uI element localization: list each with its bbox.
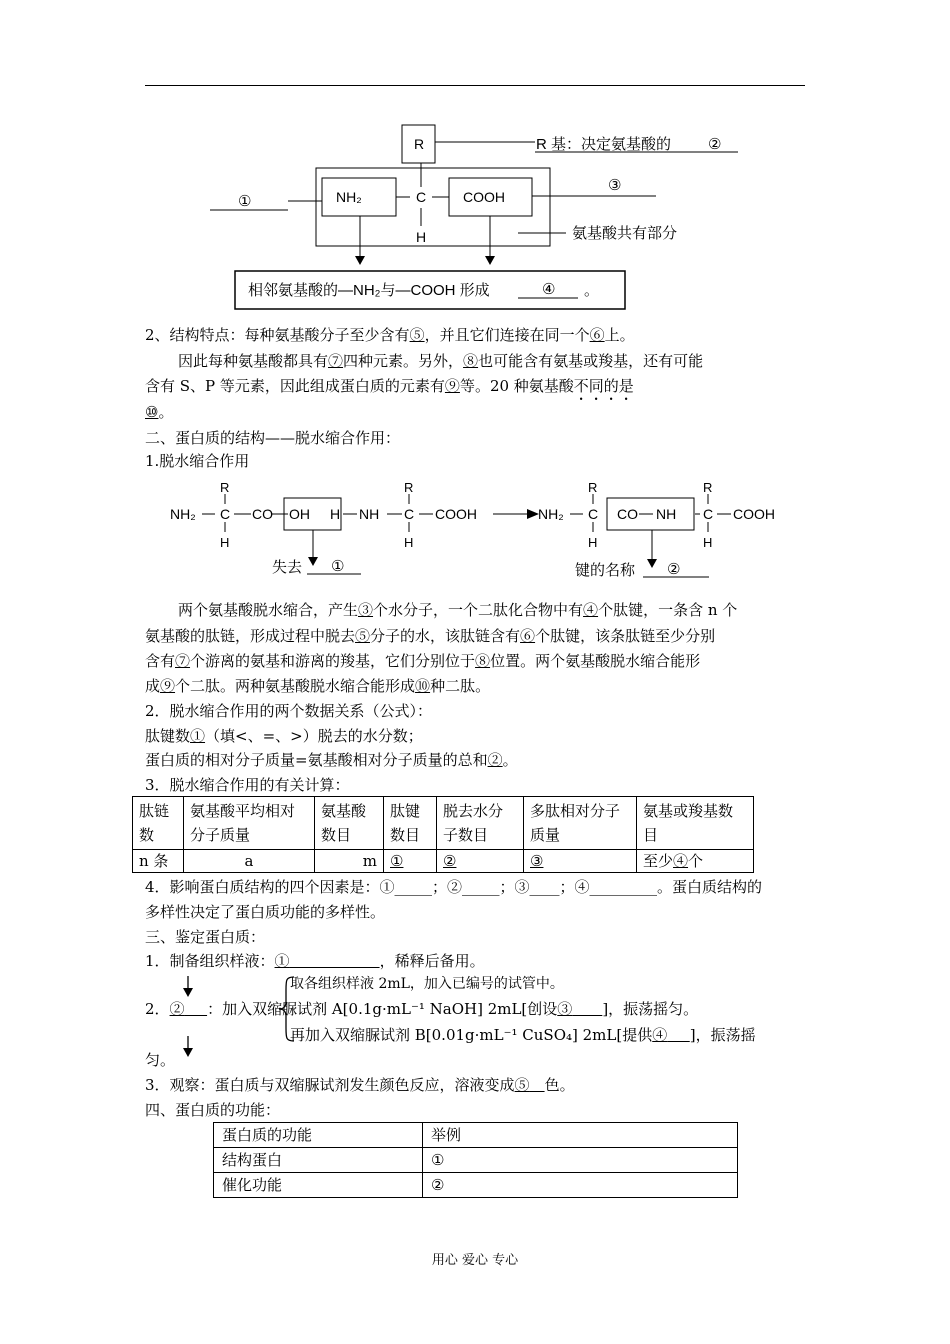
bond-name-label: 键的名称 [575, 562, 636, 579]
c-2: C [404, 506, 415, 522]
header-cell: 氨基酸数目 [315, 797, 384, 850]
blank: ① [390, 852, 404, 870]
text: 两个氨基酸脱水缩合，产生 [178, 601, 359, 619]
factors-line-1: 4．影响蛋白质结构的四个因素是：①_____；②_____；③____；④_________。蛋白质结构的 [145, 878, 763, 896]
nh-1: NH [359, 506, 380, 522]
structure-line-2 [178, 351, 703, 371]
table-header-row [133, 797, 754, 850]
blank: ⑨ [160, 677, 176, 695]
blank: ⑦ [175, 652, 191, 670]
r-group-blank: ② [708, 136, 722, 153]
function-table [213, 1122, 738, 1198]
reagent-b-line [290, 1025, 756, 1045]
header-rule [145, 85, 805, 86]
blank: ④ [583, 601, 599, 619]
calc-table [132, 796, 754, 873]
identify-step-2 [145, 999, 698, 1019]
blank: ④ [673, 852, 689, 870]
r-group-label: R [414, 136, 425, 152]
header-cell: 多肽相对分子质量 [524, 797, 637, 850]
h-1: H [220, 535, 230, 550]
para-line-1 [178, 600, 737, 620]
cell: a [184, 850, 315, 873]
blank-7: ⑦ [328, 352, 344, 370]
text: 3．观察：蛋白质与双缩脲试剂发生颜色反应，溶液变成 [145, 1076, 515, 1094]
r-4: R [703, 480, 713, 495]
table-row [214, 1173, 738, 1198]
blank: ⑥ [520, 627, 536, 645]
text: ]，振荡摇匀。 [602, 1000, 699, 1018]
bond-blank: ④ [542, 281, 556, 298]
cooh-2: COOH [733, 506, 775, 522]
para-line-4 [145, 676, 490, 696]
reagent-b-cont: 匀。 [145, 1051, 176, 1069]
blank-10: ⑩ [145, 403, 159, 421]
subheading-dehydration: 1.脱水缩合作用 [145, 452, 250, 470]
section-heading-identify: 三、鉴定蛋白质： [145, 928, 266, 946]
header-cell: 肽键数目 [384, 797, 437, 850]
text: 含有 [145, 652, 176, 670]
table-row [214, 1148, 738, 1173]
h-4: H [703, 535, 713, 550]
formula-heading: 2．脱水缩合作用的两个数据关系（公式）： [145, 702, 433, 720]
text: 等。20 种氨基酸 [459, 377, 574, 395]
brace-top-line: 取各组织样液 2mL，加入已编号的试管中。 [290, 976, 564, 992]
text: 个水分子，一个二肽化合物中有 [373, 601, 584, 619]
r-3: R [588, 480, 598, 495]
text: 个肽键，一条含 n 个 [598, 601, 738, 619]
oh-label: OH [289, 506, 310, 522]
c-4: C [703, 506, 714, 522]
text: 个 [688, 852, 704, 870]
amino-acid-diagram [200, 118, 760, 318]
c-3: C [588, 506, 599, 522]
text: 蛋白质的相对分子质量=氨基酸相对分子质量的总和 [145, 751, 488, 769]
blank-fill [185, 1000, 208, 1018]
formula-line-2 [145, 750, 518, 770]
co-1: CO [252, 506, 273, 522]
text: 2、结构特点：每种氨基酸分子至少含有 [145, 326, 410, 344]
nh2-right: NH₂ [538, 506, 564, 522]
c-1: C [220, 506, 231, 522]
dehydration-diagram [165, 478, 805, 586]
text: ]，振荡摇 [689, 1026, 756, 1044]
blank-fill [530, 1076, 545, 1094]
carboxyl-blank: ③ [608, 177, 622, 194]
text: 种二肽。 [430, 677, 491, 695]
blank: ① [274, 952, 290, 970]
page-footer: 用心 爱心 专心 [431, 1253, 519, 1268]
header-cell: 举例 [423, 1123, 738, 1148]
structure-line-3 [145, 376, 634, 404]
text: 四种元素。另外， [343, 352, 464, 370]
amino-blank: ① [238, 193, 252, 210]
text: 。 [158, 403, 174, 421]
emphasis-text: 不同的是 [573, 377, 634, 395]
section-heading-structure: 二、蛋白质的结构——脱水缩合作用： [145, 429, 401, 447]
blank: ② [487, 751, 503, 769]
blank: ② [169, 1000, 185, 1018]
blank: ① [190, 727, 206, 745]
table-row [133, 850, 754, 873]
structure-line-4 [145, 402, 173, 422]
structure-line-1 [145, 325, 635, 345]
cell: 结构蛋白 [214, 1148, 423, 1173]
identify-step-1 [145, 951, 485, 971]
text: 氨基酸的肽链，形成过程中脱去 [145, 627, 356, 645]
formula-line-1 [145, 726, 423, 746]
text: 上。 [604, 326, 635, 344]
para-line-3 [145, 651, 700, 671]
blank: ⑧ [475, 652, 491, 670]
blank-fill [290, 952, 380, 970]
header-cell: 蛋白质的功能 [214, 1123, 423, 1148]
blank-fill [667, 1026, 690, 1044]
text: 2． [145, 1000, 170, 1018]
lose-blank: ① [331, 558, 345, 575]
cooh-1: COOH [435, 506, 477, 522]
text: 也可能含有氨基或羧基，还有可能 [478, 352, 704, 370]
blank-8: ⑧ [463, 352, 479, 370]
r-group-desc: R 基：决定氨基酸的 [536, 136, 672, 153]
common-part-label: 氨基酸共有部分 [572, 225, 678, 242]
cell [524, 850, 637, 873]
blank: ③ [557, 1000, 573, 1018]
cell [637, 850, 754, 873]
co-2: CO [617, 506, 638, 522]
cell: m [315, 850, 384, 873]
bond-name-blank: ② [667, 561, 681, 578]
para-line-2 [145, 626, 715, 646]
text: 双缩脲试剂 A[0.1g·mL⁻¹ NaOH] 2mL[创设 [252, 1000, 558, 1018]
text: 个肽键，该条肽链至少分别 [535, 627, 716, 645]
header-cell: 脱去水分子数目 [437, 797, 524, 850]
text: 1．制备组织样液： [145, 952, 275, 970]
h-3: H [588, 535, 598, 550]
header-cell: 肽链数 [133, 797, 184, 850]
header-cell: 氨基或羧基数目 [637, 797, 754, 850]
text: 因此每种氨基酸都具有 [178, 352, 329, 370]
blank: ② [443, 852, 457, 870]
text: 含有 S、P 等元素，因此组成蛋白质的元素有 [145, 377, 445, 395]
cell [437, 850, 524, 873]
text: ，稀释后备用。 [379, 952, 485, 970]
text: ，并且它们连接在同一个 [424, 326, 590, 344]
bond-statement-end: 。 [584, 282, 600, 299]
nh2-label: NH₂ [336, 189, 362, 205]
blank: ③ [358, 601, 374, 619]
text: ：加入 [207, 1000, 253, 1018]
central-carbon: C [416, 189, 427, 205]
text: 个游离的氨基和游离的羧基，它们分别位于 [190, 652, 476, 670]
text: 分子的水，该肽链含有 [370, 627, 521, 645]
blank-9: ⑨ [444, 377, 460, 395]
blank: ⑤ [514, 1076, 530, 1094]
header-cell: 氨基酸平均相对分子质量 [184, 797, 315, 850]
blank-5: ⑤ [409, 326, 425, 344]
r-2: R [404, 480, 414, 495]
r-1: R [220, 480, 230, 495]
blank-6: ⑥ [589, 326, 605, 344]
blank: ④ [652, 1026, 668, 1044]
text: （填<、=、>）脱去的水分数； [205, 727, 423, 745]
blank: ③ [530, 852, 544, 870]
table-header-row [214, 1123, 738, 1148]
lose-label: 失去 [272, 559, 303, 576]
text: 个二肽。两种氨基酸脱水缩合能形成 [175, 677, 416, 695]
text: 肽键数 [145, 727, 191, 745]
text: 。 [502, 751, 518, 769]
section-heading-function: 四、蛋白质的功能： [145, 1101, 281, 1119]
identify-step-3 [145, 1075, 575, 1095]
hydrogen-label: H [416, 229, 427, 245]
cell: ① [423, 1148, 738, 1173]
blank: ⑩ [415, 677, 431, 695]
blank-fill [572, 1000, 602, 1018]
blank: ⑤ [355, 627, 371, 645]
text: 再加入双缩脲试剂 B[0.01g·mL⁻¹ CuSO₄] 2mL[提供 [290, 1026, 653, 1044]
bond-statement: 相邻氨基酸的—NH₂与—COOH 形成 [248, 282, 490, 299]
cooh-label: COOH [463, 189, 505, 205]
text: 至少 [643, 852, 674, 870]
text: 成 [145, 677, 161, 695]
text: 色。 [544, 1076, 575, 1094]
nh2-left: NH₂ [170, 506, 196, 522]
text: 位置。两个氨基酸脱水缩合能形 [490, 652, 701, 670]
cell: 催化功能 [214, 1173, 423, 1198]
factors-line-2: 多样性决定了蛋白质功能的多样性。 [145, 903, 386, 921]
cell: n 条 [133, 850, 184, 873]
calc-heading: 3．脱水缩合作用的有关计算： [145, 776, 350, 794]
cell [384, 850, 437, 873]
cell: ② [423, 1173, 738, 1198]
h-2: H [404, 535, 414, 550]
nh-2: NH [656, 506, 677, 522]
h-removed: H [330, 506, 341, 522]
